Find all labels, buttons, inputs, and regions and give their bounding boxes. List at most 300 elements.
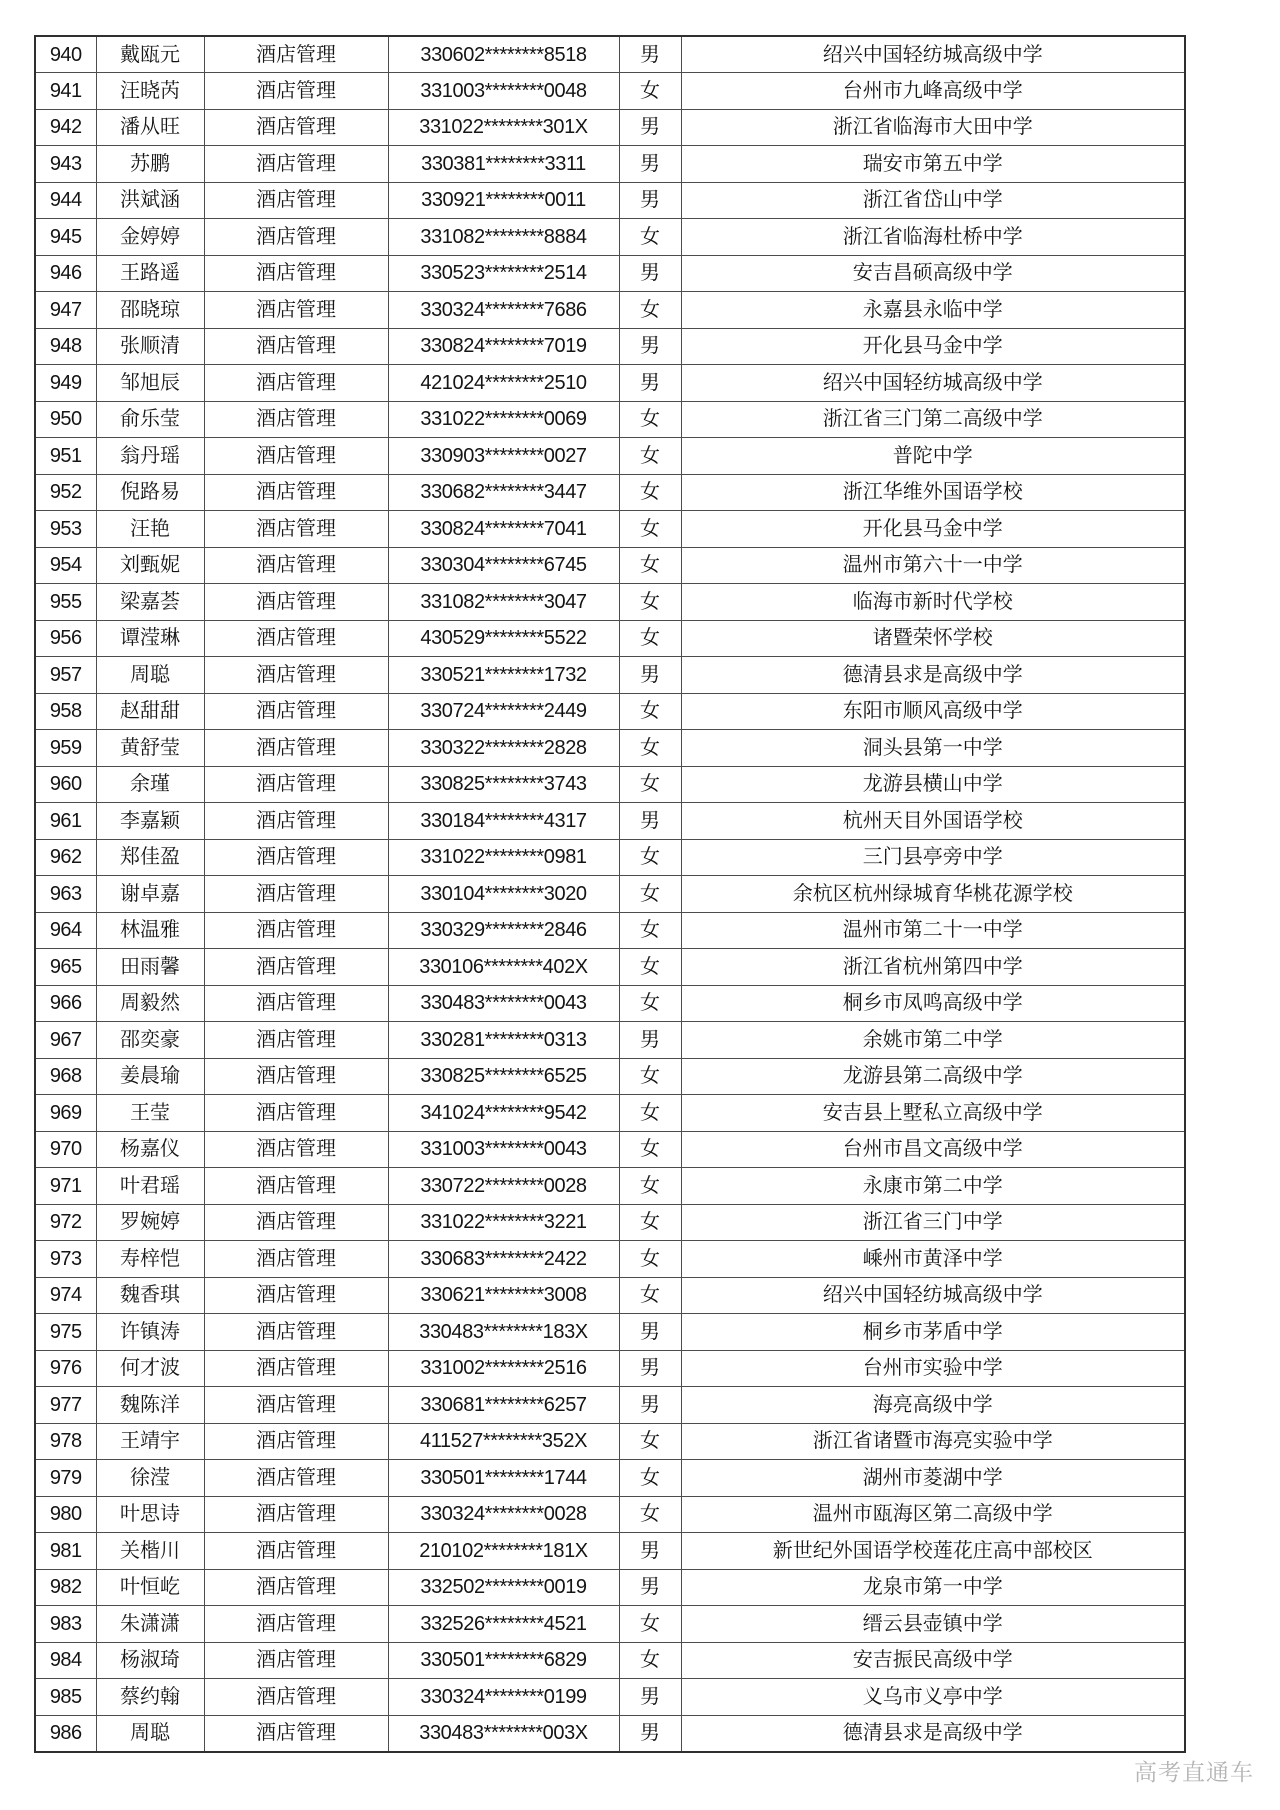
cell-school: 温州市第六十一中学 bbox=[681, 547, 1185, 584]
cell-gender: 女 bbox=[619, 876, 681, 913]
cell-name: 姜晨瑜 bbox=[96, 1058, 204, 1095]
cell-school: 绍兴中国轻纺城高级中学 bbox=[681, 36, 1185, 73]
cell-id: 331082********3047 bbox=[388, 584, 619, 621]
cell-id: 330621********3008 bbox=[388, 1277, 619, 1314]
table-row bbox=[35, 1204, 1185, 1241]
cell-gender: 男 bbox=[619, 1679, 681, 1716]
cell-name: 叶思诗 bbox=[96, 1496, 204, 1533]
cell-name: 朱潇潇 bbox=[96, 1606, 204, 1643]
cell-name: 叶君瑶 bbox=[96, 1168, 204, 1205]
cell-school: 龙泉市第一中学 bbox=[681, 1569, 1185, 1606]
cell-major: 酒店管理 bbox=[204, 328, 388, 365]
cell-gender: 女 bbox=[619, 985, 681, 1022]
cell-school: 三门县亭旁中学 bbox=[681, 839, 1185, 876]
cell-id: 330483********0043 bbox=[388, 985, 619, 1022]
cell-serial: 947 bbox=[35, 292, 96, 329]
cell-school: 浙江省杭州第四中学 bbox=[681, 949, 1185, 986]
cell-serial: 940 bbox=[35, 36, 96, 73]
table-row bbox=[35, 182, 1185, 219]
cell-school: 义乌市义亭中学 bbox=[681, 1679, 1185, 1716]
table-row bbox=[35, 1022, 1185, 1059]
cell-name: 黄舒莹 bbox=[96, 730, 204, 767]
cell-id: 411527********352X bbox=[388, 1423, 619, 1460]
table-row bbox=[35, 766, 1185, 803]
cell-serial: 965 bbox=[35, 949, 96, 986]
cell-serial: 976 bbox=[35, 1350, 96, 1387]
cell-id: 331003********0048 bbox=[388, 73, 619, 110]
table-row bbox=[35, 839, 1185, 876]
cell-gender: 男 bbox=[619, 109, 681, 146]
cell-serial: 952 bbox=[35, 474, 96, 511]
cell-name: 田雨馨 bbox=[96, 949, 204, 986]
cell-school: 龙游县横山中学 bbox=[681, 766, 1185, 803]
cell-major: 酒店管理 bbox=[204, 1241, 388, 1278]
cell-major: 酒店管理 bbox=[204, 292, 388, 329]
cell-major: 酒店管理 bbox=[204, 1606, 388, 1643]
cell-id: 210102********181X bbox=[388, 1533, 619, 1570]
cell-major: 酒店管理 bbox=[204, 547, 388, 584]
cell-id: 330683********2422 bbox=[388, 1241, 619, 1278]
cell-name: 魏陈洋 bbox=[96, 1387, 204, 1424]
table-row bbox=[35, 547, 1185, 584]
cell-id: 330602********8518 bbox=[388, 36, 619, 73]
cell-gender: 女 bbox=[619, 730, 681, 767]
cell-school: 普陀中学 bbox=[681, 438, 1185, 475]
cell-school: 海亮高级中学 bbox=[681, 1387, 1185, 1424]
cell-name: 关楷川 bbox=[96, 1533, 204, 1570]
cell-serial: 968 bbox=[35, 1058, 96, 1095]
cell-school: 安吉县上墅私立高级中学 bbox=[681, 1095, 1185, 1132]
cell-id: 331082********8884 bbox=[388, 219, 619, 256]
table-row bbox=[35, 1168, 1185, 1205]
cell-name: 魏香琪 bbox=[96, 1277, 204, 1314]
cell-major: 酒店管理 bbox=[204, 730, 388, 767]
cell-gender: 男 bbox=[619, 146, 681, 183]
cell-gender: 女 bbox=[619, 693, 681, 730]
cell-school: 绍兴中国轻纺城高级中学 bbox=[681, 365, 1185, 402]
cell-id: 332502********0019 bbox=[388, 1569, 619, 1606]
cell-school: 永康市第二中学 bbox=[681, 1168, 1185, 1205]
cell-name: 周聪 bbox=[96, 657, 204, 694]
cell-school: 台州市昌文高级中学 bbox=[681, 1131, 1185, 1168]
cell-id: 330825********3743 bbox=[388, 766, 619, 803]
cell-school: 新世纪外国语学校莲花庄高中部校区 bbox=[681, 1533, 1185, 1570]
cell-school: 浙江省临海市大田中学 bbox=[681, 109, 1185, 146]
cell-id: 330722********0028 bbox=[388, 1168, 619, 1205]
cell-name: 翁丹瑶 bbox=[96, 438, 204, 475]
cell-school: 缙云县壶镇中学 bbox=[681, 1606, 1185, 1643]
cell-school: 龙游县第二高级中学 bbox=[681, 1058, 1185, 1095]
cell-serial: 964 bbox=[35, 912, 96, 949]
table-row bbox=[35, 1350, 1185, 1387]
cell-major: 酒店管理 bbox=[204, 1314, 388, 1351]
cell-serial: 985 bbox=[35, 1679, 96, 1716]
cell-name: 金婷婷 bbox=[96, 219, 204, 256]
cell-school: 开化县马金中学 bbox=[681, 511, 1185, 548]
cell-serial: 948 bbox=[35, 328, 96, 365]
cell-school: 安吉振民高级中学 bbox=[681, 1642, 1185, 1679]
cell-school: 湖州市菱湖中学 bbox=[681, 1460, 1185, 1497]
cell-id: 330324********0199 bbox=[388, 1679, 619, 1716]
cell-serial: 955 bbox=[35, 584, 96, 621]
cell-gender: 女 bbox=[619, 949, 681, 986]
table-row bbox=[35, 146, 1185, 183]
cell-major: 酒店管理 bbox=[204, 1496, 388, 1533]
cell-school: 桐乡市茅盾中学 bbox=[681, 1314, 1185, 1351]
cell-name: 徐滢 bbox=[96, 1460, 204, 1497]
cell-serial: 961 bbox=[35, 803, 96, 840]
cell-major: 酒店管理 bbox=[204, 1423, 388, 1460]
cell-gender: 女 bbox=[619, 1606, 681, 1643]
cell-major: 酒店管理 bbox=[204, 73, 388, 110]
cell-id: 421024********2510 bbox=[388, 365, 619, 402]
cell-school: 绍兴中国轻纺城高级中学 bbox=[681, 1277, 1185, 1314]
table-row bbox=[35, 328, 1185, 365]
cell-serial: 957 bbox=[35, 657, 96, 694]
cell-school: 温州市瓯海区第二高级中学 bbox=[681, 1496, 1185, 1533]
cell-gender: 男 bbox=[619, 1350, 681, 1387]
cell-school: 东阳市顺风高级中学 bbox=[681, 693, 1185, 730]
cell-major: 酒店管理 bbox=[204, 1168, 388, 1205]
cell-major: 酒店管理 bbox=[204, 474, 388, 511]
cell-name: 周毅然 bbox=[96, 985, 204, 1022]
cell-name: 李嘉颖 bbox=[96, 803, 204, 840]
table-row bbox=[35, 292, 1185, 329]
table-row bbox=[35, 1387, 1185, 1424]
cell-serial: 959 bbox=[35, 730, 96, 767]
cell-gender: 女 bbox=[619, 1460, 681, 1497]
cell-gender: 女 bbox=[619, 620, 681, 657]
cell-serial: 977 bbox=[35, 1387, 96, 1424]
cell-gender: 女 bbox=[619, 1241, 681, 1278]
cell-gender: 男 bbox=[619, 328, 681, 365]
cell-gender: 女 bbox=[619, 547, 681, 584]
cell-gender: 女 bbox=[619, 73, 681, 110]
cell-serial: 986 bbox=[35, 1715, 96, 1752]
cell-serial: 969 bbox=[35, 1095, 96, 1132]
cell-serial: 974 bbox=[35, 1277, 96, 1314]
cell-school: 浙江省临海杜桥中学 bbox=[681, 219, 1185, 256]
cell-school: 永嘉县永临中学 bbox=[681, 292, 1185, 329]
cell-gender: 男 bbox=[619, 365, 681, 402]
cell-school: 余姚市第二中学 bbox=[681, 1022, 1185, 1059]
table-row bbox=[35, 1606, 1185, 1643]
cell-gender: 女 bbox=[619, 1168, 681, 1205]
cell-serial: 982 bbox=[35, 1569, 96, 1606]
cell-serial: 950 bbox=[35, 401, 96, 438]
cell-major: 酒店管理 bbox=[204, 146, 388, 183]
cell-school: 浙江省岱山中学 bbox=[681, 182, 1185, 219]
cell-name: 罗婉婷 bbox=[96, 1204, 204, 1241]
table-row bbox=[35, 584, 1185, 621]
table-row bbox=[35, 73, 1185, 110]
cell-serial: 942 bbox=[35, 109, 96, 146]
cell-gender: 女 bbox=[619, 912, 681, 949]
cell-major: 酒店管理 bbox=[204, 1569, 388, 1606]
cell-gender: 女 bbox=[619, 401, 681, 438]
cell-id: 332526********4521 bbox=[388, 1606, 619, 1643]
cell-major: 酒店管理 bbox=[204, 36, 388, 73]
cell-major: 酒店管理 bbox=[204, 182, 388, 219]
cell-school: 德清县求是高级中学 bbox=[681, 1715, 1185, 1752]
cell-serial: 956 bbox=[35, 620, 96, 657]
cell-school: 浙江华维外国语学校 bbox=[681, 474, 1185, 511]
table-row bbox=[35, 365, 1185, 402]
cell-id: 331002********2516 bbox=[388, 1350, 619, 1387]
cell-name: 杨嘉仪 bbox=[96, 1131, 204, 1168]
cell-major: 酒店管理 bbox=[204, 255, 388, 292]
cell-gender: 男 bbox=[619, 803, 681, 840]
cell-id: 330682********3447 bbox=[388, 474, 619, 511]
table-row bbox=[35, 1642, 1185, 1679]
table-row bbox=[35, 1241, 1185, 1278]
cell-id: 330324********0028 bbox=[388, 1496, 619, 1533]
cell-serial: 972 bbox=[35, 1204, 96, 1241]
cell-gender: 男 bbox=[619, 36, 681, 73]
cell-serial: 979 bbox=[35, 1460, 96, 1497]
cell-serial: 951 bbox=[35, 438, 96, 475]
cell-major: 酒店管理 bbox=[204, 985, 388, 1022]
cell-id: 331022********301X bbox=[388, 109, 619, 146]
cell-school: 开化县马金中学 bbox=[681, 328, 1185, 365]
admission-roster-table bbox=[34, 35, 1186, 1753]
cell-school: 温州市第二十一中学 bbox=[681, 912, 1185, 949]
cell-major: 酒店管理 bbox=[204, 1350, 388, 1387]
cell-major: 酒店管理 bbox=[204, 766, 388, 803]
cell-gender: 男 bbox=[619, 1387, 681, 1424]
cell-id: 341024********9542 bbox=[388, 1095, 619, 1132]
cell-id: 330825********6525 bbox=[388, 1058, 619, 1095]
cell-name: 许镇涛 bbox=[96, 1314, 204, 1351]
cell-gender: 女 bbox=[619, 1131, 681, 1168]
cell-school: 瑞安市第五中学 bbox=[681, 146, 1185, 183]
cell-major: 酒店管理 bbox=[204, 876, 388, 913]
cell-serial: 973 bbox=[35, 1241, 96, 1278]
cell-major: 酒店管理 bbox=[204, 949, 388, 986]
cell-gender: 女 bbox=[619, 839, 681, 876]
cell-gender: 男 bbox=[619, 1533, 681, 1570]
cell-serial: 954 bbox=[35, 547, 96, 584]
cell-major: 酒店管理 bbox=[204, 1204, 388, 1241]
table-row bbox=[35, 730, 1185, 767]
cell-name: 蔡约翰 bbox=[96, 1679, 204, 1716]
cell-school: 安吉昌硕高级中学 bbox=[681, 255, 1185, 292]
cell-school: 桐乡市凤鸣高级中学 bbox=[681, 985, 1185, 1022]
cell-serial: 941 bbox=[35, 73, 96, 110]
table-row bbox=[35, 1460, 1185, 1497]
cell-name: 潘从旺 bbox=[96, 109, 204, 146]
cell-id: 330281********0313 bbox=[388, 1022, 619, 1059]
table-row bbox=[35, 1277, 1185, 1314]
cell-serial: 966 bbox=[35, 985, 96, 1022]
cell-major: 酒店管理 bbox=[204, 1058, 388, 1095]
cell-major: 酒店管理 bbox=[204, 1642, 388, 1679]
cell-major: 酒店管理 bbox=[204, 1679, 388, 1716]
cell-major: 酒店管理 bbox=[204, 1533, 388, 1570]
cell-name: 汪艳 bbox=[96, 511, 204, 548]
cell-id: 330501********6829 bbox=[388, 1642, 619, 1679]
cell-name: 汪晓芮 bbox=[96, 73, 204, 110]
table-row bbox=[35, 511, 1185, 548]
table-row bbox=[35, 985, 1185, 1022]
cell-serial: 946 bbox=[35, 255, 96, 292]
cell-name: 梁嘉荟 bbox=[96, 584, 204, 621]
cell-school: 诸暨荣怀学校 bbox=[681, 620, 1185, 657]
table-row bbox=[35, 1496, 1185, 1533]
cell-serial: 978 bbox=[35, 1423, 96, 1460]
cell-name: 寿梓恺 bbox=[96, 1241, 204, 1278]
table-row bbox=[35, 693, 1185, 730]
table-row bbox=[35, 657, 1185, 694]
cell-school: 德清县求是高级中学 bbox=[681, 657, 1185, 694]
cell-name: 张顺清 bbox=[96, 328, 204, 365]
cell-gender: 男 bbox=[619, 255, 681, 292]
cell-serial: 983 bbox=[35, 1606, 96, 1643]
cell-major: 酒店管理 bbox=[204, 1131, 388, 1168]
cell-gender: 男 bbox=[619, 1022, 681, 1059]
cell-gender: 女 bbox=[619, 1058, 681, 1095]
cell-name: 叶恒屹 bbox=[96, 1569, 204, 1606]
cell-serial: 980 bbox=[35, 1496, 96, 1533]
cell-name: 邵奕豪 bbox=[96, 1022, 204, 1059]
table-row bbox=[35, 1715, 1185, 1752]
table-row bbox=[35, 438, 1185, 475]
cell-major: 酒店管理 bbox=[204, 511, 388, 548]
cell-major: 酒店管理 bbox=[204, 401, 388, 438]
cell-gender: 男 bbox=[619, 1715, 681, 1752]
cell-serial: 953 bbox=[35, 511, 96, 548]
cell-gender: 女 bbox=[619, 1496, 681, 1533]
table-row bbox=[35, 109, 1185, 146]
cell-id: 330921********0011 bbox=[388, 182, 619, 219]
cell-serial: 971 bbox=[35, 1168, 96, 1205]
cell-name: 邹旭辰 bbox=[96, 365, 204, 402]
cell-major: 酒店管理 bbox=[204, 1095, 388, 1132]
roster-table-body bbox=[35, 36, 1185, 1752]
cell-gender: 女 bbox=[619, 1204, 681, 1241]
watermark-text: 高考直通车 bbox=[1134, 1759, 1254, 1785]
cell-gender: 女 bbox=[619, 474, 681, 511]
table-row bbox=[35, 912, 1185, 949]
cell-school: 杭州天目外国语学校 bbox=[681, 803, 1185, 840]
cell-gender: 男 bbox=[619, 1314, 681, 1351]
table-row bbox=[35, 1569, 1185, 1606]
table-row bbox=[35, 36, 1185, 73]
cell-major: 酒店管理 bbox=[204, 365, 388, 402]
cell-id: 330824********7041 bbox=[388, 511, 619, 548]
cell-gender: 女 bbox=[619, 1277, 681, 1314]
table-row bbox=[35, 1131, 1185, 1168]
cell-name: 王莹 bbox=[96, 1095, 204, 1132]
cell-id: 330322********2828 bbox=[388, 730, 619, 767]
cell-major: 酒店管理 bbox=[204, 109, 388, 146]
cell-school: 浙江省诸暨市海亮实验中学 bbox=[681, 1423, 1185, 1460]
cell-major: 酒店管理 bbox=[204, 584, 388, 621]
cell-name: 苏鹏 bbox=[96, 146, 204, 183]
table-row bbox=[35, 1314, 1185, 1351]
cell-serial: 967 bbox=[35, 1022, 96, 1059]
cell-serial: 958 bbox=[35, 693, 96, 730]
cell-serial: 960 bbox=[35, 766, 96, 803]
cell-id: 331022********0981 bbox=[388, 839, 619, 876]
cell-name: 戴瓯元 bbox=[96, 36, 204, 73]
cell-major: 酒店管理 bbox=[204, 219, 388, 256]
cell-serial: 984 bbox=[35, 1642, 96, 1679]
cell-serial: 949 bbox=[35, 365, 96, 402]
cell-id: 330523********2514 bbox=[388, 255, 619, 292]
cell-school: 临海市新时代学校 bbox=[681, 584, 1185, 621]
cell-gender: 男 bbox=[619, 657, 681, 694]
cell-serial: 970 bbox=[35, 1131, 96, 1168]
cell-id: 331022********3221 bbox=[388, 1204, 619, 1241]
cell-gender: 女 bbox=[619, 766, 681, 803]
cell-name: 王路遥 bbox=[96, 255, 204, 292]
cell-name: 何才波 bbox=[96, 1350, 204, 1387]
table-row bbox=[35, 1058, 1185, 1095]
cell-gender: 男 bbox=[619, 1569, 681, 1606]
cell-serial: 975 bbox=[35, 1314, 96, 1351]
cell-id: 330106********402X bbox=[388, 949, 619, 986]
cell-serial: 963 bbox=[35, 876, 96, 913]
cell-id: 330304********6745 bbox=[388, 547, 619, 584]
cell-gender: 女 bbox=[619, 1423, 681, 1460]
cell-major: 酒店管理 bbox=[204, 1022, 388, 1059]
cell-major: 酒店管理 bbox=[204, 1387, 388, 1424]
cell-school: 台州市九峰高级中学 bbox=[681, 73, 1185, 110]
cell-major: 酒店管理 bbox=[204, 803, 388, 840]
table-row bbox=[35, 474, 1185, 511]
table-row bbox=[35, 1095, 1185, 1132]
cell-gender: 女 bbox=[619, 219, 681, 256]
cell-major: 酒店管理 bbox=[204, 438, 388, 475]
cell-name: 俞乐莹 bbox=[96, 401, 204, 438]
cell-gender: 女 bbox=[619, 438, 681, 475]
cell-name: 林温雅 bbox=[96, 912, 204, 949]
cell-gender: 女 bbox=[619, 1642, 681, 1679]
cell-gender: 女 bbox=[619, 1095, 681, 1132]
cell-id: 330324********7686 bbox=[388, 292, 619, 329]
cell-name: 郑佳盈 bbox=[96, 839, 204, 876]
cell-major: 酒店管理 bbox=[204, 912, 388, 949]
cell-id: 330329********2846 bbox=[388, 912, 619, 949]
cell-id: 330483********003X bbox=[388, 1715, 619, 1752]
cell-school: 台州市实验中学 bbox=[681, 1350, 1185, 1387]
cell-school: 余杭区杭州绿城育华桃花源学校 bbox=[681, 876, 1185, 913]
cell-name: 余瑾 bbox=[96, 766, 204, 803]
cell-name: 杨淑琦 bbox=[96, 1642, 204, 1679]
cell-id: 330521********1732 bbox=[388, 657, 619, 694]
cell-serial: 981 bbox=[35, 1533, 96, 1570]
cell-gender: 女 bbox=[619, 511, 681, 548]
cell-major: 酒店管理 bbox=[204, 620, 388, 657]
cell-serial: 943 bbox=[35, 146, 96, 183]
cell-major: 酒店管理 bbox=[204, 839, 388, 876]
cell-serial: 945 bbox=[35, 219, 96, 256]
cell-id: 330824********7019 bbox=[388, 328, 619, 365]
table-row bbox=[35, 255, 1185, 292]
table-row bbox=[35, 876, 1185, 913]
cell-school: 浙江省三门中学 bbox=[681, 1204, 1185, 1241]
cell-id: 330501********1744 bbox=[388, 1460, 619, 1497]
cell-id: 330903********0027 bbox=[388, 438, 619, 475]
cell-name: 倪路易 bbox=[96, 474, 204, 511]
cell-name: 周聪 bbox=[96, 1715, 204, 1752]
table-row bbox=[35, 803, 1185, 840]
table-row bbox=[35, 401, 1185, 438]
table-row bbox=[35, 620, 1185, 657]
cell-id: 330681********6257 bbox=[388, 1387, 619, 1424]
table-row bbox=[35, 1679, 1185, 1716]
